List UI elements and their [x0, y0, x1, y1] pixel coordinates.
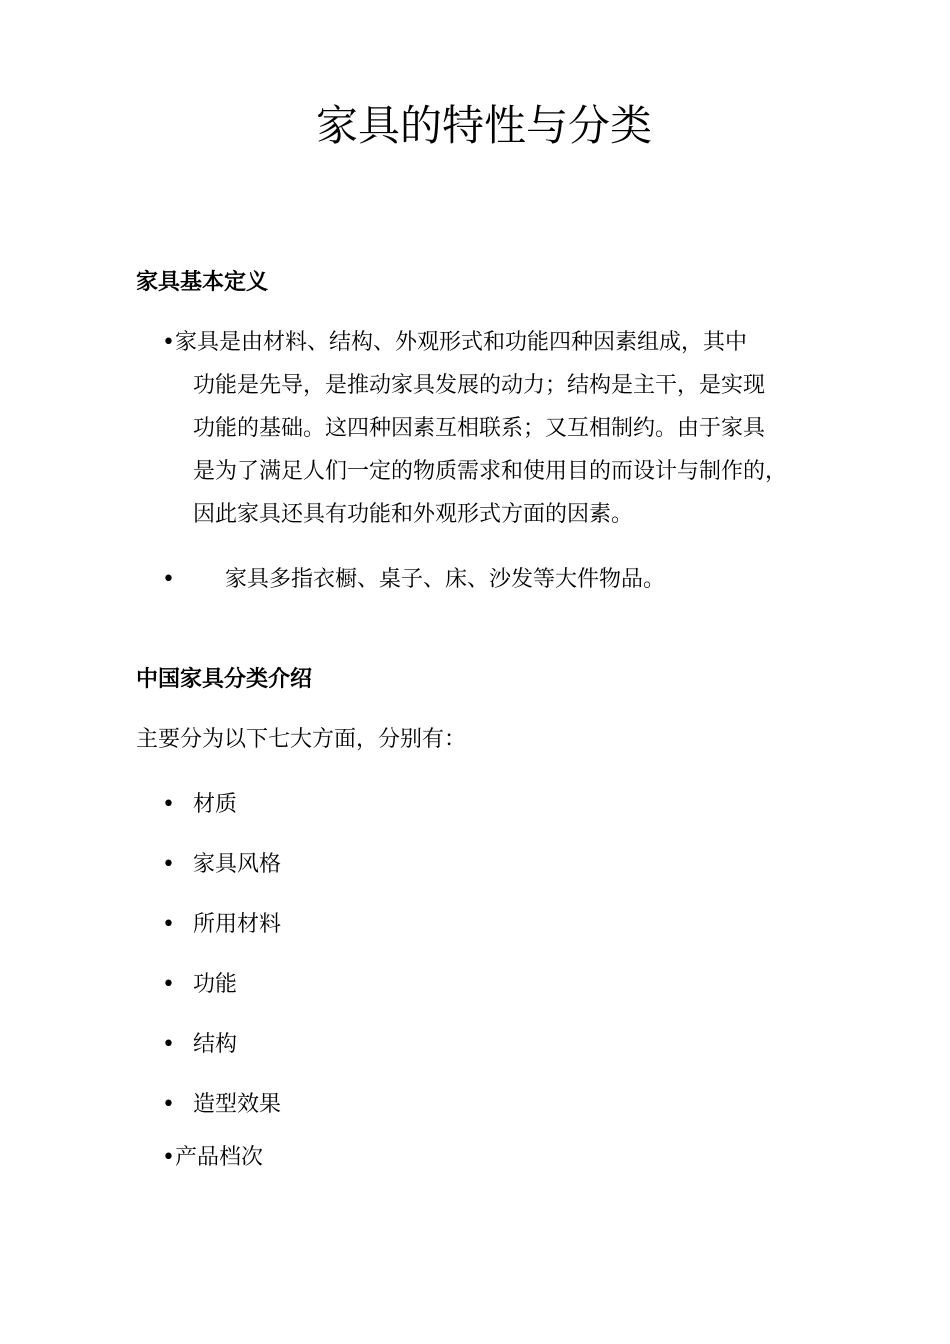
- bullet-symbol: •: [162, 330, 175, 355]
- list-item-label: 结构: [193, 1032, 238, 1057]
- list-item-label: 造型效果: [193, 1092, 282, 1117]
- list-item: [162, 790, 237, 820]
- list-item: [162, 1030, 237, 1060]
- list-item-label: 产品档次: [174, 1145, 263, 1170]
- section-heading-classification: 中国家具分类介绍: [136, 667, 313, 692]
- bullet-symbol: •: [162, 1145, 175, 1170]
- list-item: [162, 1090, 281, 1120]
- list-item: [162, 910, 281, 940]
- bullet-symbol: •: [162, 792, 175, 817]
- paragraph-line: 因此家具还具有功能和外观形式方面的因素。: [193, 502, 634, 527]
- section-heading-definition: 家具基本定义: [136, 270, 269, 295]
- bullet-symbol: •: [162, 1032, 175, 1057]
- bullet-symbol: •: [162, 1092, 175, 1117]
- paragraph-line: 是为了满足人们一定的物质需求和使用目的而设计与制作的，: [193, 459, 788, 484]
- list-item-label: 所用材料: [193, 912, 282, 937]
- paragraph-line: 功能的基础。这四种因素互相联系；又互相制约。由于家具: [193, 416, 766, 441]
- classification-intro: 主要分为以下七大方面，分别有：: [136, 727, 467, 752]
- list-item: [162, 850, 281, 880]
- paragraph-line: 功能是先导，是推动家具发展的动力；结构是主干，是实现: [193, 373, 766, 398]
- definition-bullet-item: [162, 565, 665, 595]
- list-item: [162, 970, 237, 1000]
- bullet-text: 家具多指衣橱、桌子、床、沙发等大件物品。: [225, 567, 666, 592]
- paragraph-line: 家具是由材料、结构、外观形式和功能四种因素组成，其中: [174, 330, 747, 355]
- definition-bullet-paragraph: [162, 321, 862, 536]
- page-title: 家具的特性与分类: [315, 101, 652, 150]
- bullet-symbol: •: [162, 972, 175, 997]
- bullet-symbol: •: [162, 567, 175, 592]
- bullet-symbol: •: [162, 912, 175, 937]
- list-item-label: 功能: [193, 972, 238, 997]
- list-item-label: 家具风格: [193, 852, 282, 877]
- bullet-symbol: •: [162, 852, 175, 877]
- list-item: [162, 1143, 263, 1173]
- list-item-label: 材质: [193, 792, 238, 817]
